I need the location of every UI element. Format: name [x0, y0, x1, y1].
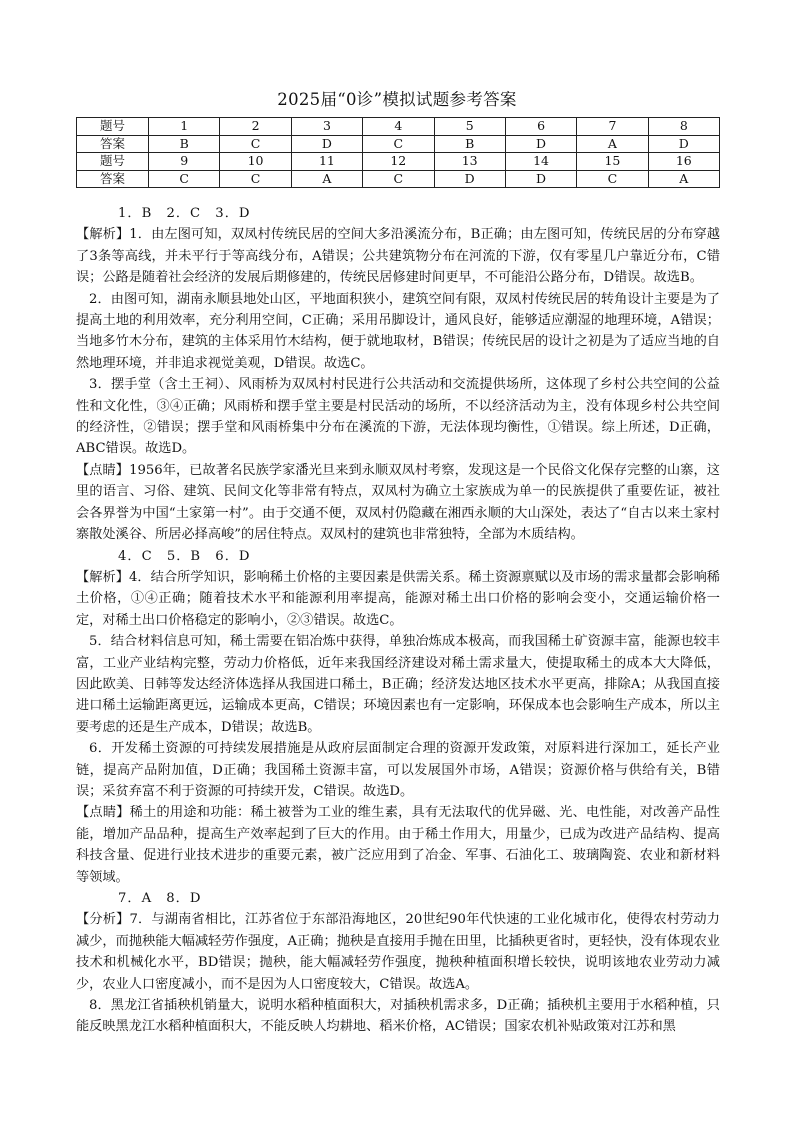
answer-cell: B [149, 135, 220, 153]
answer-cell: D [291, 135, 362, 153]
explanation-paragraph: 【解析】4．结合所学知识，影响稀土价格的主要因素是供需关系。稀土资源禀赋以及市场的需求量都会影响稀土价格，①④正确；随着技术水平和能源利用率提高，能源对稀土出口价格的影响会变小，交通运输价格一定，对稀土出口价格稳定的影响小，②③错误。故选C。 [76, 569, 720, 628]
answer-table [76, 117, 720, 188]
explanation-paragraph: 5．结合材料信息可知，稀土需要在铝冶炼中获得，单独冶炼成本极高，而我国稀土矿资源丰富，能源也较丰富，工业产业结构完整，劳动力价格低，近年来我国经济建设对稀土需求量大，使提取稀土的成本大大降低，因此欧美、日韩等发达经济体选择从我国进口稀土，B正确；经济发达地区技术水平更高，排除A；从我国直接进口稀土运输距离更远，运输成本更高，C错误；环境因素也有一定影响，环保成本也会影响生产成本，所以主要考虑的还是生产成本，D错误；故选B。 [76, 634, 720, 735]
explanation-paragraph: 【点睛】1956年，已故著名民族学家潘光旦来到永顺双凤村考察，发现这是一个民俗文化保存完整的山寨，这里的语言、习俗、建筑、民间文化等非常有特点，双凤村为确立土家族成为单一的民族提供了重要佐证，被社会各界誉为中国“土家第一村”。由于交通不便，双凤村仍隐藏在湘西永顺的大山深处，表达了“自古以来土家村寨散处溪谷、所居必择高峻”的居住特点。双凤村的建筑也非常独特，全部为木质结构。 [76, 462, 720, 543]
answer-table-row [77, 170, 720, 188]
row-label: 答案 [77, 170, 149, 188]
answer-cell: 1 [149, 118, 220, 136]
answer-cell: 6 [505, 118, 576, 136]
answer-cell: B [434, 135, 505, 153]
answer-cell: 8 [648, 118, 719, 136]
answer-cell: 12 [363, 153, 434, 171]
answer-cell: 4 [363, 118, 434, 136]
explanation-paragraph: 【分析】7．与湖南省相比，江苏省位于东部沿海地区，20世纪90年代快速的工业化城市化，使得农村劳动力减少，而抛秧能大幅减轻劳作强度，A正确；抛秧是直接用手抛在田里，比插秧更省时，更轻快，没有体现农业技术和机械化水平，BD错误；抛秧，能大幅减轻劳作强度，抛秧种植面积增长较快，说明该地农业劳动力减少，农业人口密度减小，而不是因为人口密度较大，C错误。故选A。 [76, 912, 720, 992]
page-title: 2025届“0诊”模拟试题参考答案 [277, 90, 517, 109]
answer-cell: C [363, 170, 434, 188]
answer-cell: 5 [434, 118, 505, 136]
answer-table-row [77, 135, 720, 153]
answer-cell: C [220, 135, 291, 153]
answer-cell: C [363, 135, 434, 153]
answer-cell: D [648, 135, 719, 153]
answer-cell: A [291, 170, 362, 188]
explanation-paragraph: 4．C 5．B 6．D [118, 548, 251, 564]
answer-cell: 3 [291, 118, 362, 136]
answer-explanations [76, 203, 720, 1038]
explanation-paragraph: 8．黑龙江省插秧机销量大，说明水稻种植面积大，对插秧机需求多，D正确；插秧机主要用于水稻种植，只能反映黑龙江水稻种植面积大，不能反映人均耕地、稻米价格，AC错误；国家农机补贴政策对江苏和黑 [76, 998, 720, 1035]
explanation-paragraph: 1．B 2．C 3．D [118, 206, 251, 221]
answer-cell: D [505, 170, 576, 188]
explanation-paragraph: 【解析】1．由左图可知，双凤村传统民居的空间大多沿溪流分布，B正确；由左图可知，传统民居的分布穿越了3条等高线，并未平行于等高线分布，A错误；公共建筑物分布在河流的下游，仅有零星几户靠近分布，C错误；公路是随着社会经济的发展后期修建的，传统民居修建时间更早，不可能沿公路分布，D错误。故选B。 [76, 227, 720, 286]
row-label: 题号 [77, 153, 149, 171]
answer-cell: A [577, 135, 648, 153]
answer-cell: C [149, 170, 220, 188]
explanation-paragraph: 7．A 8．D [118, 891, 202, 906]
answer-cell: 2 [220, 118, 291, 136]
explanation-paragraph: 6．开发稀土资源的可持续发展措施是从政府层面制定合理的资源开发政策，对原料进行深加工，延长产业链，提高产品附加值，D正确；我国稀土资源丰富，可以发展国外市场，A错误；资源价格与供给有关，B错误；采贫弃富不利于资源的可持续开发，C错误。故选D。 [76, 741, 720, 799]
answer-cell: 10 [220, 153, 291, 171]
answer-cell: C [220, 170, 291, 188]
answer-table-row [77, 118, 720, 136]
answer-cell: 14 [505, 153, 576, 171]
answer-table-row [77, 153, 720, 171]
answer-cell: A [648, 170, 719, 188]
explanation-paragraph: 2．由图可知，湖南永顺县地处山区，平地面积狭小，建筑空间有限，双凤村传统民居的转角设计主要是为了提高土地的利用效率，充分利用空间，C正确；采用吊脚设计，通风良好，能够适应潮湿的地理环境，A错误；当地多竹木分布，建筑的主体采用竹木结构，便于就地取材，B错误；传统民居的设计之初是为了适应当地的自然地理环境，并非追求视觉美观，D错误。故选C。 [76, 291, 720, 371]
answer-cell: 13 [434, 153, 505, 171]
explanation-paragraph: 【点睛】稀土的用途和功能：稀土被誉为工业的维生素，具有无法取代的优异磁、光、电性能，对改善产品性能，增加产品品种，提高生产效率起到了巨大的作用。由于稀土作用大，用量少，已成为改进产品结构、提高科技含量、促进行业技术进步的重要元素，被广泛应用到了冶金、军事、石油化工、玻璃陶瓷、农业和新材料等领域。 [76, 805, 720, 885]
answer-cell: D [505, 135, 576, 153]
explanation-paragraph: 3．摆手堂（含土王祠）、风雨桥为双凤村村民进行公共活动和交流提供场所，这体现了乡村公共空间的公益性和文化性，③④正确；风雨桥和摆手堂主要是村民活动的场所，不以经济活动为主，没有体现乡村公共空间的经济性，②错误；摆手堂和风雨桥集中分布在溪流的下游，无法体现均衡性，①错误。综上所述，D正确，ABC错误。故选D。 [76, 377, 720, 457]
row-label: 题号 [77, 118, 149, 136]
answer-cell: 16 [648, 153, 719, 171]
answer-cell: 11 [291, 153, 362, 171]
row-label: 答案 [77, 135, 149, 153]
answer-cell: D [434, 170, 505, 188]
answer-cell: C [577, 170, 648, 188]
answer-cell: 15 [577, 153, 648, 171]
answer-cell: 7 [577, 118, 648, 136]
answer-cell: 9 [149, 153, 220, 171]
